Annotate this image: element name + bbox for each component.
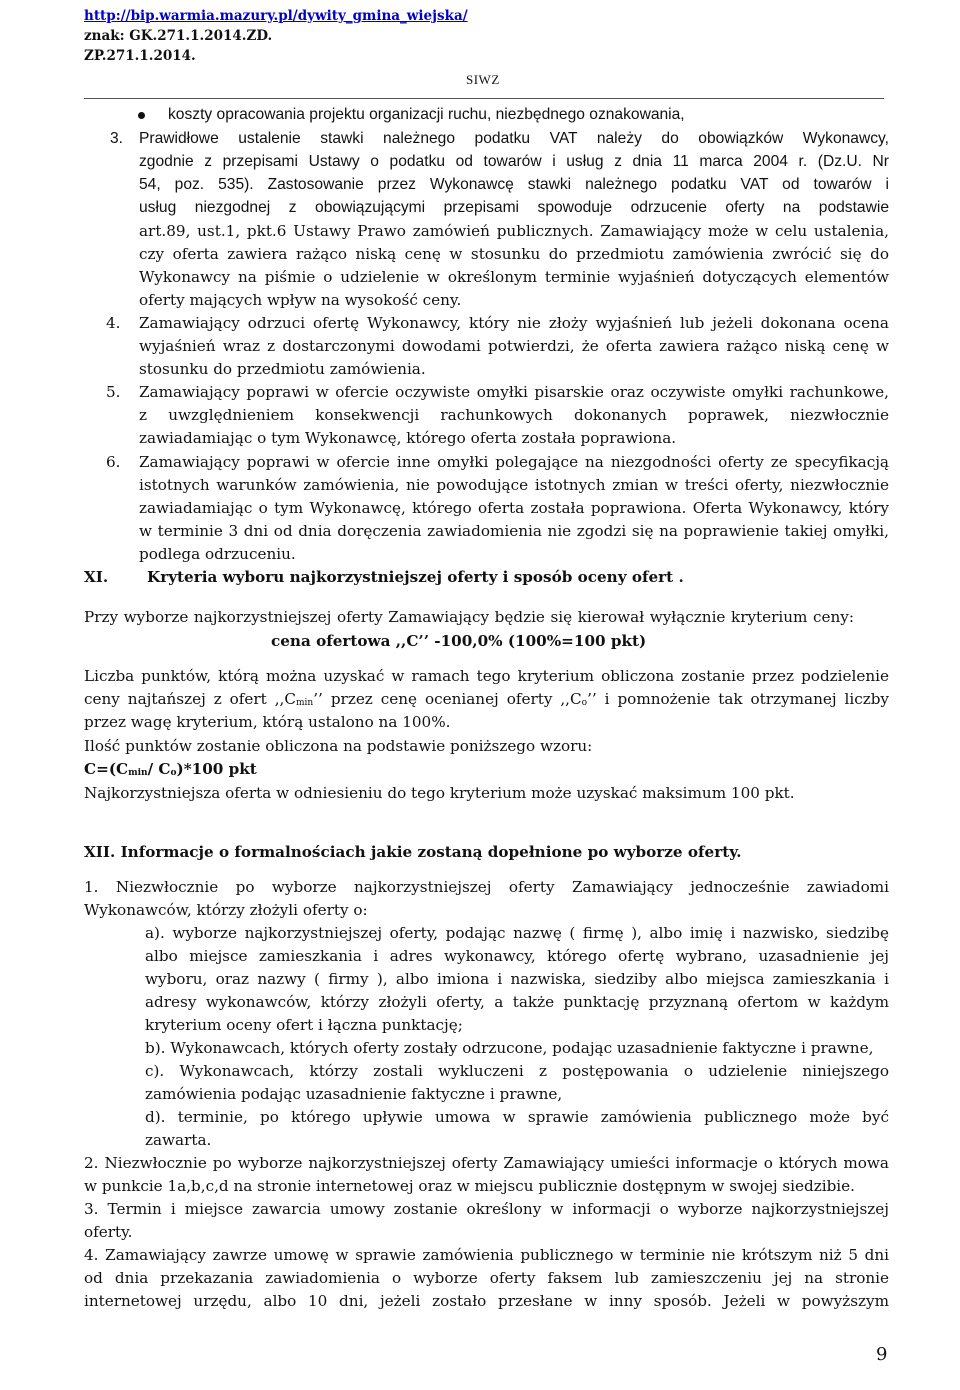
text-line: 2. Niezwłocznie po wyborze najkorzystniejszej oferty Zamawiający umieści informacje o których mowa: [84, 1154, 889, 1172]
text-line: b). Wykonawcach, których oferty zostały odrzucone, podając uzasadnienie faktyczne i prawne,: [145, 1039, 874, 1057]
formula: $C=(C_{min}/$ $C_o)*100$ pkt: [84, 760, 257, 778]
text-line: oferty mających wpływ na wysokość ceny.: [139, 291, 462, 309]
text-line: z uwzględnieniem konsekwencji rachunkowych dokonanych poprawek, niezwłocznie: [139, 406, 889, 424]
item-number: 3.: [110, 130, 124, 147]
text-line: istotnych warunków zamówienia, nie powodujące istotnych zmian w treści oferty, niezwłocznie: [139, 476, 889, 494]
text-line: internetowej urzędu, albo 10 dni, jeżeli zostało przesłane w inny sposób. Jeżeli w powyższym: [84, 1292, 889, 1310]
bullet-icon: [138, 112, 145, 119]
text-line: Wykonawcy na piśmie o udzielenie w określonym terminie wyjaśnień dotyczących elementów: [139, 268, 889, 286]
text-line: Liczba punktów, którą można uzyskać w ramach tego kryterium obliczona zostanie przez podzielenie: [84, 667, 889, 685]
text-line: 4. Zamawiający zawrze umowę w sprawie zamówienia publicznego w terminie nie krótszym niż 5 dni: [84, 1246, 889, 1264]
text-line: ceny najtańszej z ofert $,,C_{min}$’’ przez cenę ocenianej oferty $,,C_o$’’ i pomnożenie tak otrzymanej liczby: [84, 690, 890, 708]
text-line: adresy wykonawców, którzy złożyli oferty, a także punktację przyznaną ofertom w każdym: [145, 993, 889, 1011]
text-line: Zamawiający poprawi w ofercie oczywiste omyłki pisarskie oraz oczywiste omyłki rachunkowe,: [139, 383, 889, 401]
item-number: 5.: [106, 383, 121, 401]
text-line: Przy wyborze najkorzystniejszej oferty Zamawiający będzie się kierował wyłącznie kryterium ceny:: [84, 608, 854, 626]
text-line: zamówienia podając uzasadnienie faktyczne i prawne,: [145, 1085, 563, 1103]
text-line: od dnia przekazania zawiadomienia o wyborze oferty faksem lub zamieszczeniu jej na stronie: [84, 1269, 889, 1287]
text-line: oferty.: [84, 1223, 133, 1241]
text-line: Zamawiający poprawi w ofercie inne omyłki polegające na niezgodności oferty ze specyfikacją: [139, 453, 889, 471]
text-line: w punkcie 1a,b,c,d na stronie internetowej oraz w miejscu publicznie dostępnym w swojej siedzibie.: [84, 1177, 855, 1195]
header-divider: [84, 98, 884, 99]
header-reference-2: ZP.271.1.2014.: [84, 48, 196, 64]
price-criterion: cena ofertowa ,,C’’ -100,0% (100%=100 pkt): [271, 632, 647, 650]
text-line: 54, poz. 535). Zastosowanie przez Wykonawcę stawki należnego podatku VAT od towarów i: [139, 176, 889, 193]
text-line: zgodnie z przepisami Ustawy o podatku od towarów i usług z dnia 11 marca 2004 r. (Dz.U. Nr: [139, 153, 889, 170]
text-line: wyboru, oraz nazwy ( firmy ), albo imiona i nazwiska, siedziby albo miejsca zamieszkania i: [145, 970, 889, 988]
text-line: Wykonawców, którzy złożyli oferty o:: [84, 901, 368, 919]
section-heading-xi: Kryteria wyboru najkorzystniejszej oferty i sposób oceny ofert .: [147, 568, 684, 586]
page-number: 9: [876, 1344, 888, 1365]
text-line: 3. Termin i miejsce zawarcia umowy zostanie określony w informacji o wyborze najkorzystniejszej: [84, 1200, 889, 1218]
text-line: przez wagę kryterium, którą ustalono na 100%.: [84, 713, 451, 731]
text-line: Prawidłowe ustalenie stawki należnego podatku VAT należy do obowiązków Wykonawcy,: [139, 130, 889, 147]
text-line: a). wyborze najkorzystniejszej oferty, podając nazwę ( firmę ), albo imię i nazwisko, siedzibę: [145, 924, 889, 942]
text-line: zawiadamiając o tym Wykonawcę, którego oferta została poprawiona. Oferta Wykonawcy, który: [139, 499, 889, 517]
text-line: 1. Niezwłocznie po wyborze najkorzystniejszej oferty Zamawiający jednocześnie zawiadomi: [84, 878, 889, 896]
text-line: stosunku do przedmiotu zamówienia.: [139, 360, 426, 378]
section-heading-xii: XII. Informacje o formalnościach jakie zostaną dopełnione po wyborze oferty.: [84, 843, 742, 861]
text-line: d). terminie, po którego upływie umowa w sprawie zamówienia publicznego może być: [145, 1108, 889, 1126]
section-number-xi: XI.: [84, 568, 109, 586]
text-line: art.89, ust.1, pkt.6 Ustawy Prawo zamówień publicznych. Zamawiający może w celu ustalenia,: [139, 222, 889, 240]
item-number: 4.: [106, 314, 121, 332]
header-reference-1: znak: GK.271.1.2014.ZD.: [84, 28, 273, 44]
text-line: zawiadamiając o tym Wykonawcę, którego oferta została poprawiona.: [139, 429, 677, 447]
text-line: kryterium oceny ofert i łączna punktację;: [145, 1016, 463, 1034]
text-line: czy oferta zawiera rażąco niską cenę w stosunku do przedmiotu zamówienia zwrócić się do: [139, 245, 889, 263]
text-line: wyjaśnień wraz z dostarczonymi dowodami potwierdzi, że oferta zawiera rażąco niską cenę w: [139, 337, 889, 355]
header-title: SIWZ: [466, 72, 500, 87]
text-line: Ilość punktów zostanie obliczona na podstawie poniższego wzoru:: [84, 737, 593, 755]
text-line: zawarta.: [145, 1131, 212, 1149]
text-line: Zamawiający odrzuci ofertę Wykonawcy, który nie złoży wyjaśnień lub jeżeli dokonana ocena: [139, 314, 889, 332]
text-line: Najkorzystniejsza oferta w odniesieniu do tego kryterium może uzyskać maksimum 100 pkt.: [84, 784, 795, 802]
text-line: albo miejsce zamieszkania i adres wykonawcy, którego ofertę wybrano, uzasadnienie jej: [145, 947, 889, 965]
item-number: 6.: [106, 453, 121, 471]
text-line: podlega odrzuceniu.: [139, 545, 296, 563]
text-line: usług niezgodnej z obowiązującymi przepisami spowoduje odrzucenie oferty na podstawie: [139, 199, 889, 216]
page-header: [84, 6, 468, 66]
text-line: c). Wykonawcach, którzy zostali wykluczeni z postępowania o udzielenie niniejszego: [145, 1062, 889, 1080]
text-line: w terminie 3 dni od dnia doręczenia zawiadomienia nie zgodzi się na poprawienie takiej omyłki,: [139, 522, 889, 540]
header-url-link[interactable]: http://bip.warmia.mazury.pl/dywity_gmina_wiejska/: [84, 8, 468, 24]
text-line: koszty opracowania projektu organizacji ruchu, niezbędnego oznakowania,: [168, 106, 685, 123]
